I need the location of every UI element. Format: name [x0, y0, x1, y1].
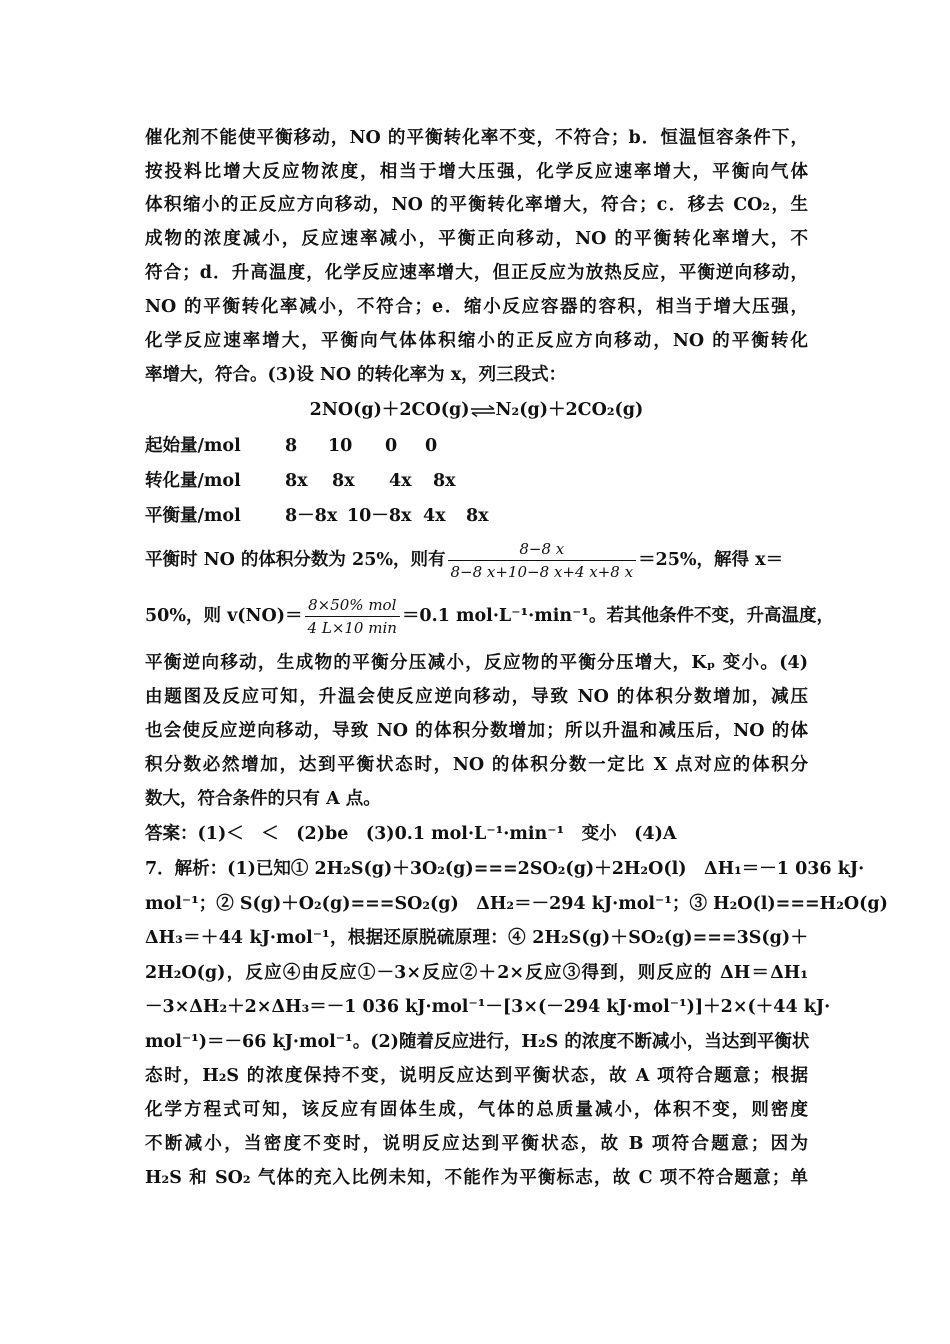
text-line: 率增大，符合。(3)设 NO 的转化率为 x，列三段式： — [145, 365, 567, 385]
row-label: 起始量/mol — [145, 436, 241, 456]
equation-left: 2NO(g)＋2CO(g) — [309, 400, 470, 420]
table-cell: 0 — [425, 436, 438, 456]
fraction-numerator: 8−8 x — [448, 540, 637, 561]
text-line: 平衡逆向移动，生成物的平衡分压减小，反应物的平衡分压增大，Kₚ 变小。(4) — [145, 653, 808, 673]
text-line: 积分数必然增加，达到平衡状态时，NO 的体积分数一定比 X 点对应的体积分 — [145, 755, 808, 775]
answer-line: 答案：(1)＜ ＜ (2)be (3)0.1 mol·L⁻¹·min⁻¹ 变小 (4)A — [145, 824, 677, 844]
table-cell: 8 — [285, 436, 298, 456]
rate-line — [145, 594, 834, 638]
text-line: 体积缩小的正反应方向移动，NO 的平衡转化率增大，符合；c．移去 CO₂，生 — [145, 195, 808, 215]
table-cell: 4x — [423, 506, 446, 526]
reaction-equation — [145, 398, 808, 422]
text-line: NO 的平衡转化率减小，不符合；e．缩小反应容器的容积，相当于增大压强， — [145, 297, 808, 317]
text-segment: 平衡时 NO 的体积分数为 25%，则有 — [145, 550, 446, 570]
volume-fraction-line — [145, 538, 783, 582]
fraction-numerator: 8×50% mol — [305, 596, 400, 617]
row-label: 转化量/mol — [145, 471, 241, 491]
text-line: mol⁻¹)＝－66 kJ·mol⁻¹。(2)随着反应进行，H₂S 的浓度不断减小，当达到平衡状 — [145, 1032, 810, 1052]
table-cell: 8－8x — [285, 506, 338, 526]
text-line: 态时，H₂S 的浓度保持不变，说明反应达到平衡状态，故 A 项符合题意；根据 — [145, 1066, 808, 1086]
table-cell: 8x — [433, 471, 456, 491]
text-line: 数大，符合条件的只有 A 点。 — [145, 789, 381, 809]
text-line: 催化剂不能使平衡移动，NO 的平衡转化率不变，不符合；b．恒温恒容条件下， — [145, 128, 808, 148]
text-line: mol⁻¹；② S(g)＋O₂(g)===SO₂(g) ΔH₂＝－294 kJ·mol⁻¹；③ H₂O(l)===H₂O(g) — [145, 894, 888, 914]
table-cell: 8x — [332, 471, 355, 491]
table-cell: 8x — [285, 471, 308, 491]
fraction — [305, 596, 400, 637]
fraction-denominator: 4 L×10 min — [307, 619, 397, 637]
text-line: 也会使反应逆向移动，导致 NO 的体积分数增加；所以升温和减压后，NO 的体 — [145, 721, 808, 741]
text-segment: 50%，则 v(NO)＝ — [145, 606, 303, 626]
table-cell: 8x — [466, 506, 489, 526]
table-cell: 4x — [389, 471, 412, 491]
text-line: 按投料比增大反应物浓度，相当于增大压强，化学反应速率增大，平衡向气体 — [145, 162, 808, 182]
text-line: 化学反应速率增大，平衡向气体体积缩小的正反应方向移动，NO 的平衡转化 — [145, 331, 808, 351]
reversible-arrow-icon — [470, 405, 496, 417]
fraction-denominator: 8−8 x+10−8 x+4 x+8 x — [450, 563, 634, 581]
text-line: 2H₂O(g)，反应④由反应①－3×反应②＋2×反应③得到，则反应的 ΔH＝ΔH₁ — [145, 963, 808, 983]
text-line: 符合；d．升高温度，化学反应速率增大，但正反应为放热反应，平衡逆向移动， — [145, 263, 808, 283]
text-segment: ＝0.1 mol·L⁻¹·min⁻¹。若其他条件不变，升高温度， — [401, 606, 834, 626]
table-cell: 10－8x — [347, 506, 412, 526]
row-label: 平衡量/mol — [145, 506, 241, 526]
table-cell: 10 — [328, 436, 353, 456]
equation-right: N₂(g)＋2CO₂(g) — [495, 400, 644, 420]
text-line: ΔH₃＝＋44 kJ·mol⁻¹，根据还原脱硫原理：④ 2H₂S(g)＋SO₂(g)===3S(g)＋ — [145, 928, 808, 948]
text-line: －3×ΔH₂＋2×ΔH₃＝－1 036 kJ·mol⁻¹－[3×(－294 kJ·mol⁻¹)]＋2×(＋44 kJ· — [145, 997, 831, 1017]
text-line: 不断减小，当密度不变时，说明反应达到平衡状态，故 B 项符合题意；因为 — [145, 1134, 808, 1154]
text-segment: ＝25%，解得 x＝ — [638, 550, 784, 570]
text-line: H₂S 和 SO₂ 气体的充入比例未知，不能作为平衡标志，故 C 项不符合题意；单 — [145, 1168, 808, 1188]
text-line: 化学方程式可知，该反应有固体生成，气体的总质量减小，体积不变，则密度 — [145, 1100, 808, 1120]
text-line: 由题图及反应可知，升温会使反应逆向移动，导致 NO 的体积分数增加，减压 — [145, 687, 808, 707]
text-line: 成物的浓度减小，反应速率减小，平衡正向移动，NO 的平衡转化率增大，不 — [145, 229, 808, 249]
text-line: 7．解析：(1)已知① 2H₂S(g)＋3O₂(g)===2SO₂(g)＋2H₂O(l) ΔH₁＝－1 036 kJ· — [145, 859, 865, 879]
table-cell: 0 — [385, 436, 398, 456]
fraction — [448, 540, 637, 581]
